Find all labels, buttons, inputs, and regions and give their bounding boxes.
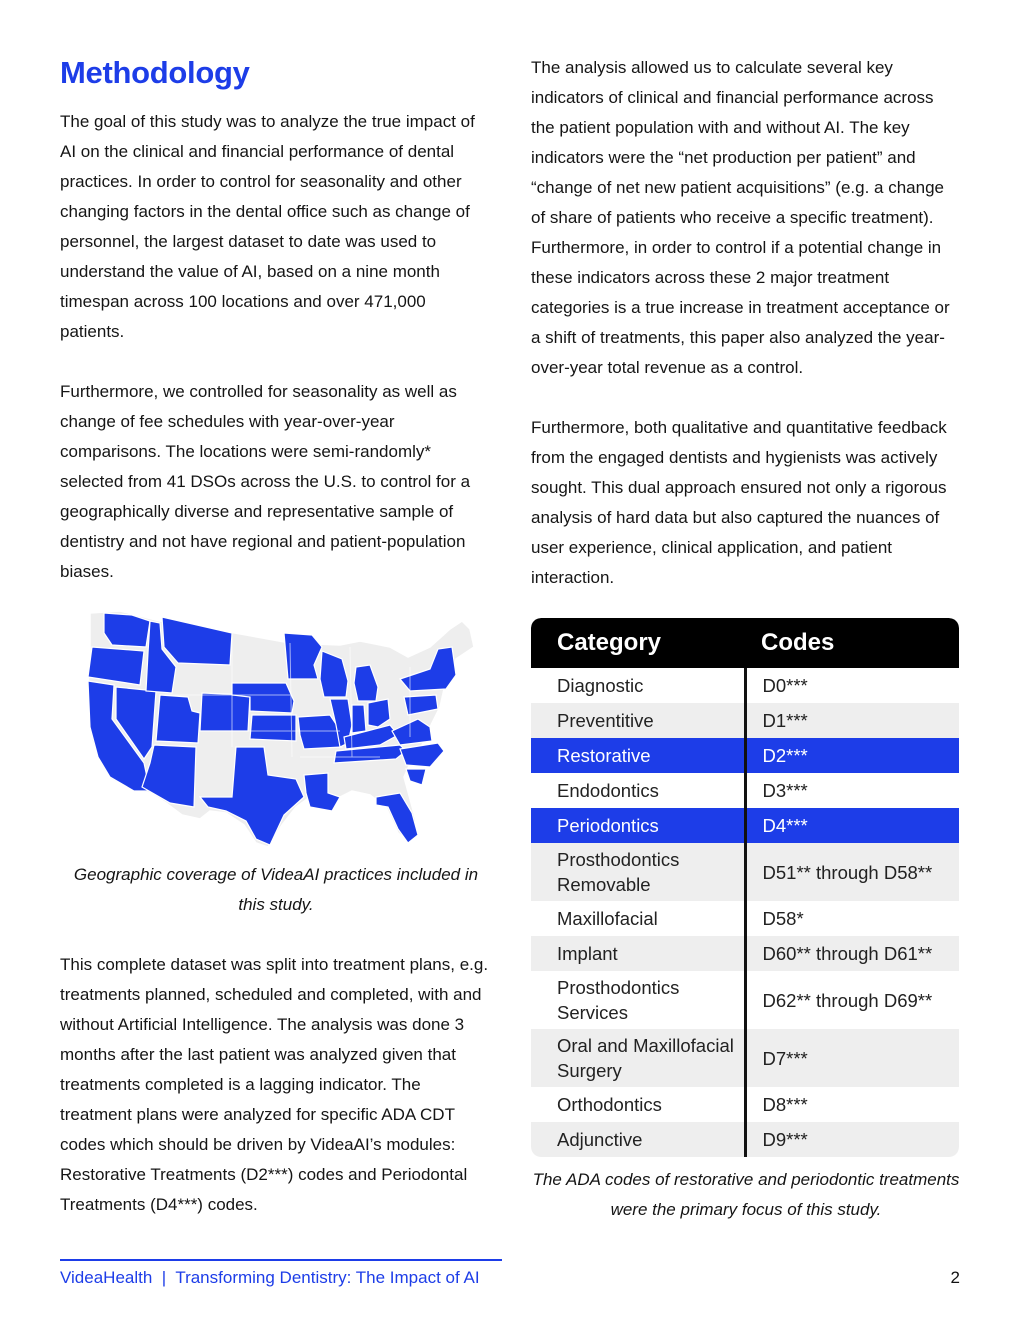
code-cell: D9***	[745, 1122, 959, 1157]
code-cell: D2***	[745, 738, 959, 773]
code-cell: D8***	[745, 1087, 959, 1122]
state-minnesota	[284, 633, 322, 679]
table-header-row	[531, 618, 959, 668]
category-cell: Prosthodontics Removable	[531, 843, 745, 901]
page-title: Methodology	[60, 55, 250, 90]
right-paragraph-2: Furthermore, both qualitative and quantitative feedback from the engaged dentists and hygienists was actively sought. This dual approach ensured not only a rigorous analysis of hard data but also captured the nuances of user experience, clinical application, and patient interaction.	[531, 418, 947, 587]
table-row-highlighted	[531, 808, 959, 843]
table-row	[531, 1122, 959, 1157]
header-codes: Codes	[745, 618, 959, 668]
left-paragraph-2: Furthermore, we controlled for seasonality as well as change of fee schedules with year-over-year comparisons. The locations were semi-randomly* selected from 41 DSOs across the U.S. to control for a geographically diverse and representative sample of dentistry and not have regional and patient-population biases.	[60, 382, 471, 581]
table-row	[531, 971, 959, 1029]
category-cell: Prosthodontics Services	[531, 971, 745, 1029]
category-cell: Periodontics	[531, 808, 745, 843]
table-row	[531, 668, 959, 703]
code-cell: D1***	[745, 703, 959, 738]
state-south-carolina	[406, 769, 426, 785]
category-cell: Diagnostic	[531, 668, 745, 703]
table-row	[531, 1087, 959, 1122]
category-cell: Adjunctive	[531, 1122, 745, 1157]
right-column	[531, 53, 961, 1225]
table-row-highlighted	[531, 738, 959, 773]
left-paragraph-1: The goal of this study was to analyze the true impact of AI on the clinical and financial performance of dental practices. In order to control for seasonality and other changing factors in the dental office such as change of personnel, the largest dataset to date was used to understand the value of AI, based on a nine month timespan across 100 locations and over 471,000 patients.	[60, 112, 475, 341]
state-colorado	[200, 693, 250, 731]
category-cell: Endodontics	[531, 773, 745, 808]
code-cell: D51** through D58**	[745, 843, 959, 901]
table-row	[531, 703, 959, 738]
footer-divider	[60, 1259, 502, 1261]
category-cell: Maxillofacial	[531, 901, 745, 936]
page-number: 2	[950, 1268, 960, 1287]
us-map-graphic	[60, 607, 492, 852]
code-cell: D3***	[745, 773, 959, 808]
category-cell: Restorative	[531, 738, 745, 773]
code-cell: D4***	[745, 808, 959, 843]
table-caption: The ADA codes of restorative and periodontic treatments were the primary focus of this study.	[532, 1170, 960, 1219]
ada-codes-table	[531, 618, 959, 1157]
code-cell: D62** through D69**	[745, 971, 959, 1029]
table-row	[531, 843, 959, 901]
code-cell: D60** through D61**	[745, 936, 959, 971]
footer-text: VideaHealth | Transforming Dentistry: The Impact of AI	[60, 1268, 480, 1287]
category-cell: Orthodontics	[531, 1087, 745, 1122]
table-row	[531, 1029, 959, 1087]
table-row	[531, 773, 959, 808]
code-cell: D58*	[745, 901, 959, 936]
state-florida	[376, 793, 418, 843]
state-indiana	[352, 705, 366, 733]
code-cell: D0***	[745, 668, 959, 703]
state-washington	[104, 613, 150, 647]
left-paragraph-3: This complete dataset was split into treatment plans, e.g. treatments planned, scheduled and completed, with and without Artificial Intelligence. The analysis was done 3 months after the last patient was analyzed given that treatments completed is a lagging indicator. The treatment plans were analyzed for specific ADA CDT codes which should be driven by VideaAI’s modules: Restorative Treatments (D2***) codes and Periodontal Treatments (D4***) codes.	[60, 955, 489, 1214]
category-cell: Preventitive	[531, 703, 745, 738]
category-cell: Oral and Maxillofacial Surgery	[531, 1029, 745, 1087]
right-paragraph-1: The analysis allowed us to calculate several key indicators of clinical and financial performance across the patient population with and without AI. The key indicators were the “net production per patient” and “change of net new patient acquisitions” (e.g. a change of share of patients who receive a specific treatment). Furthermore, in order to control if a potential change in these indicators across these 2 major treatment categories is a true increase in treatment acceptance or a shift of treatments, this paper also analyzed the year-over-year total revenue as a control.	[531, 58, 950, 377]
category-cell: Implant	[531, 936, 745, 971]
us-coverage-map	[60, 607, 492, 852]
header-category: Category	[531, 618, 745, 668]
table-row	[531, 936, 959, 971]
state-kansas	[250, 715, 296, 741]
code-cell: D7***	[745, 1029, 959, 1087]
left-column	[60, 55, 492, 1220]
table-row	[531, 901, 959, 936]
map-caption: Geographic coverage of VideaAI practices included in this study.	[73, 865, 479, 914]
